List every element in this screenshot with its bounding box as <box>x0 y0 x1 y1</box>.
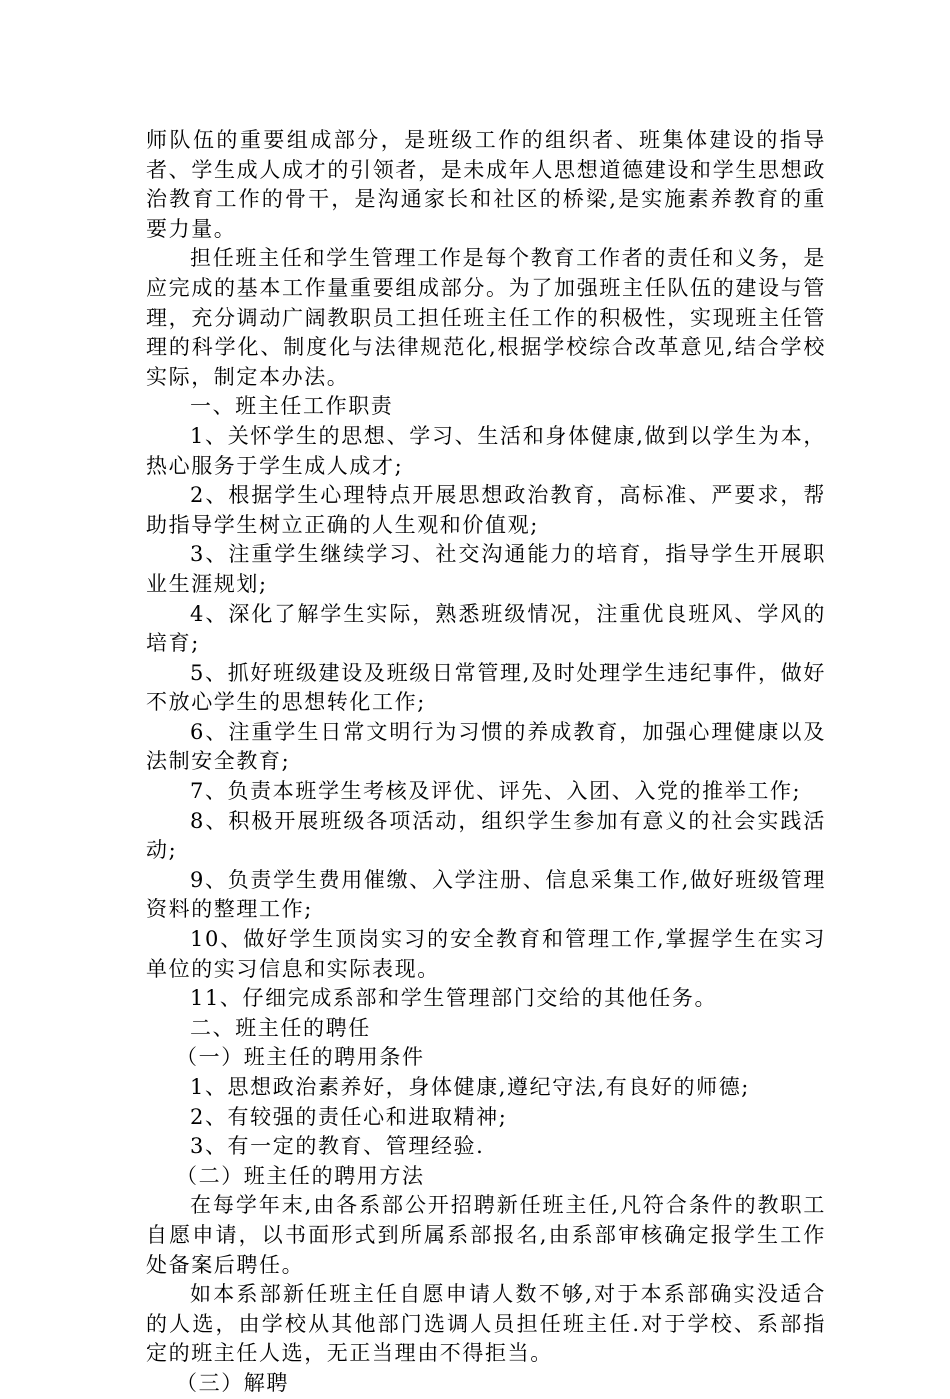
condition-item: 1、思想政治素养好，身体健康,遵纪守法,有良好的师德; <box>190 1075 750 1099</box>
subsection-heading-method: （二）班主任的聘用方法 <box>176 1163 425 1188</box>
method-paragraph: 在每学年末,由各系部公开招聘新任班主任,凡符合条件的教职工自愿申请，以书面形式到所属系部报名,由系部审核确定报学生工作处备案后聘任。 <box>146 1193 826 1277</box>
paragraph-purpose: 担任班主任和学生管理工作是每个教育工作者的责任和义务，是应完成的基本工作量重要组成部分。为了加强班主任队伍的建设与管理，充分调动广阔教职员工担任班主任工作的积极性，实现班主任管理的科学化、制度化与法律规范化,根据学校综合改革意见,结合学校实际，制定本办法。 <box>146 246 826 389</box>
condition-item: 3、有一定的教育、管理经验. <box>190 1134 485 1159</box>
duty-item: 11、仔细完成系部和学生管理部门交给的其他任务。 <box>190 986 718 1011</box>
subsection-heading-dismissal: （三）解聘 <box>176 1370 289 1395</box>
duty-item: 4、深化了解学生实际，熟悉班级情况，注重优良班风、学风的培育; <box>146 601 826 656</box>
duty-item: 9、负责学生费用催缴、入学注册、信息采集工作,做好班级管理资料的整理工作; <box>146 867 826 922</box>
duty-item: 10、做好学生顶岗实习的安全教育和管理工作,掌握学生在实习单位的实习信息和实际表现。 <box>146 927 826 981</box>
section-heading-appointment: 二、班主任的聘任 <box>190 1015 371 1040</box>
section-heading-duties: 一、班主任工作职责 <box>190 394 394 419</box>
duty-item: 8、积极开展班级各项活动，组织学生参加有意义的社会实践活动; <box>146 808 826 863</box>
method-paragraph: 如本系部新任班主任自愿申请人数不够,对于本系部确实没适合的人选，由学校从其他部门选调人员担任班主任.对于学校、系部指定的班主任人选，无正当理由不得拒当。 <box>146 1282 826 1366</box>
duty-item: 7、负责本班学生考核及评优、评先、入团、入党的推举工作; <box>190 779 802 804</box>
duty-item: 5、抓好班级建设及班级日常管理,及时处理学生违纪事件，做好不放心学生的思想转化工作; <box>146 660 826 715</box>
duty-item: 1、关怀学生的思想、学习、生活和身体健康,做到以学生为本，热心服务于学生成人成才; <box>146 423 826 478</box>
paragraph-intro-continued: 师队伍的重要组成部分，是班级工作的组织者、班集体建设的指导者、学生成人成才的引领者，是未成年人思想道德建设和学生思想政治教育工作的骨干，是沟通家长和社区的桥梁,是实施素养教育的重要力量。 <box>146 128 826 241</box>
condition-item: 2、有较强的责任心和进取精神; <box>190 1104 508 1129</box>
duty-item: 6、注重学生日常文明行为习惯的养成教育，加强心理健康以及法制安全教育; <box>146 719 826 774</box>
subsection-heading-conditions: （一）班主任的聘用条件 <box>176 1045 425 1070</box>
document-body <box>146 126 826 1399</box>
duty-item: 3、注重学生继续学习、社交沟通能力的培育，指导学生开展职业生涯规划; <box>146 542 826 596</box>
duty-item: 2、根据学生心理特点开展思想政治教育，高标准、严要求，帮助指导学生树立正确的人生观和价值观; <box>146 483 826 537</box>
